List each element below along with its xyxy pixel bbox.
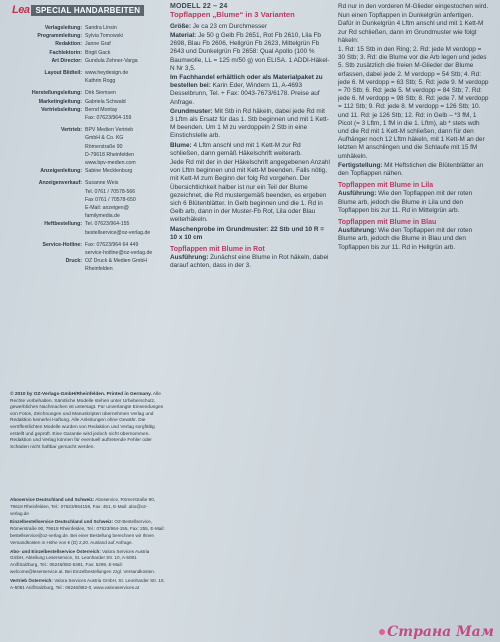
sub-body: OZ-Bestellservice, Römerstraße 90, 79618 Rheinfelden, Tel.: 07623/964-155, Fax: 255, E-Mail: bestellservice@oz-verlag.de. Bei einer Bestellung berechnen wir Ihnen Versandkosten in Höhe von € (D) 2,20. Ausland auf Anfrage. [10,519,165,545]
fachhandel-label: Im Fachhandel erhältlich oder als Materialpaket zu bestellen bei: [170,74,323,90]
blume-text: 4 Lftm anschl und mit 1 Kett-M zur Rd schließen, dann gemäß Häkelschrift weiterarb. [170,141,302,157]
imprint-row [10,98,160,106]
sub-head: Einzelbestellservice Deutschland und Schweiz: [10,519,114,525]
imprint-value: Sandra Linsin [85,25,117,31]
section-title-lila: Topflappen mit Blume in Lila [338,182,434,190]
copyright-notice [10,392,165,451]
instructions-column-1 [170,3,330,272]
ausfuehrung-label: Ausführung: [338,190,377,198]
site-watermark [379,624,494,640]
imprint-label: Vertriebsleitung: [41,106,82,113]
imprint-row [10,89,160,97]
copyright-head: © 2010 by OZ-Verlags-GmbH/Rheinfelden. Printed in Germany. [10,392,152,397]
material-label: Material: [170,32,197,39]
imprint-row [10,69,160,85]
fertigstellung-label: Fertigstellung: [338,161,383,169]
imprint-row [10,241,160,257]
dunkelgruen-intro: Nun einen Topflappen in Dunkelgrün anfertigen. Dafür in Dunkelgrün 4 Lftm anschl und mit 1 Kett-M zur Rd schließen, dann im Grundmuster wie folgt häkeln: [338,12,484,44]
model-number: MODELL 22 – 24 [170,3,228,10]
material-text: Je 50 g Gelb Fb 2651, Rot Fb 2610, Lila Fb 2698, Blau Fb 2606, Hellgrün Fb 2623, Mittelgrün Fb 2643 und Dunkelgrün Fb 2658: Qual Apollo (100 % Baumwolle, LL = 125 m/50 g) von ELISA. 1 ADDI-Häkel-N Nr 3,5. [170,32,330,72]
fachhandel-text: Karin Eder, Windern 11, A-4693 Desselbrunn, Tel. + Fax: 0043-7673/6178. Preise auf Anfrage. [170,82,320,106]
imprint-label: Druck: [65,258,82,265]
imprint-row [10,24,160,32]
imprint-row [10,179,160,220]
sub-head: Aboservice Deutschland und Schweiz: [10,497,95,502]
imprint-label: Verlagsleitung: [44,25,82,31]
sub-head: Abo- und Einzelbestellservice Österreich: [10,548,101,554]
imprint-value: OZ Druck & Medien GmbH Rheinfelden [85,258,147,273]
grundmuster-text: Mit Stb in Rd häkeln, dabei jede Rd mit 3 Lftm als Ersatz für das 1. Stb beginnen und mit 1 Kett-M beenden. Um 1 M zu verdoppeln 2 Stb in eine Einstichstelle arb. [170,107,329,140]
imprint-row [10,126,160,167]
fertigstellung-text: Mit Heftstichen die Blütenblätter an den Topflappen nähen. [338,161,484,178]
special-badge: SPECIAL HANDARBEITEN [31,5,144,16]
grundmuster-label: Grundmuster: [170,107,213,115]
imprint-value: Janne Graf [85,41,111,48]
imprint-label: Heftbestellung: [44,221,82,228]
imprint-label: Art Director: [51,57,82,64]
imprint-row [10,32,160,40]
continued-text: Rd nur in den vorderen M-Glieder eingestochen wird. [338,3,489,10]
imprint-label: Anzeigenverkauf: [38,180,82,187]
imprint-label: Redaktion: [55,41,82,48]
watermark-dot-icon [379,629,385,635]
imprint-value: Gabriela Schwald [85,98,126,105]
blume-label: Blume: [170,141,192,149]
pattern-paragraph: Jede Rd mit der in der Häkelschrift angegebenen Anzahl von Lftm beginnen und mit Kett-M beenden. Falls nötig, mit Kett-M zum Beginn der folg Rd vorgehen. Der Übersichtlichkeit halber ist nur ein Teil der Blume gezeichnet, die Rd mustergemäß beenden, es ergeben sich 6 Blütenblätter. In Gelb beginnen und die 1. Rd in Gelb arb, dann in der Muster-Fb Rot, Lila oder Blau weiterhäkeln. [170,159,330,224]
imprint-value: Sylvia Tomowski [85,33,123,40]
imprint-label: Programmleitung: [37,33,82,40]
round-instructions: 1. Rd: 15 Stb in den Ring; 2. Rd: jede M verdopp = 30 Stb; 3. Rd: die Blume vor die Arb legen und jedes 5. Stb zusätzlich die freien M-Glieder der Blume erfassen, dabei jede 2. M verdopp = 54 Stb; 4. Rd: jede 6. M verdopp = 63 Stb; 5. Rd: jede 9. M verdopp = 70 Stb; 6. Rd: jede 5. M verdopp = 84 Stb; 7. Rd: jede 6. M verdopp = 98 Stb; 8. Rd: jede 7. M verdopp = 112 Stb; 9. Rd: jede 8. M verdopp = 126 Stb; 10. und 11. Rd: je 126 Stb; 12. Rd: in Gelb – *3 fM, 1 Picot (= 3 Lftm, 1 fM in die 1. Lftm), ab * stets wdh und die Rd mit 1 Kett-M schließen, dann für den Aufhänger noch 12 Lftm häkeln, mit 1 Kett-M an der letzten M anschlingen und die Schlaufe mit 15 fM umhäkeln. [338,46,489,160]
imprint-value: Bernd Montay Fax: 07623/964-159 [85,106,132,122]
size-text: Je ca 23 cm Durchmesser [192,22,267,30]
sub-body: Aboservice, Römerstraße 90, 79618 Rheinfelden, Tel.: 07623/964156, Fax: 451, E-Mail: abo@oz-verlag.de [10,497,156,516]
imprint-value: Gundula Zehner-Varga [85,57,138,64]
imprint-label: Fachlektorin: [49,49,82,56]
imprint-label: Herstellungsleitung: [31,90,82,97]
imprint [10,24,160,274]
imprint-row [10,106,160,122]
imprint-label: Layout Bildteil: [44,70,82,77]
sub-head: Vertrieb Österreich: [10,577,53,583]
ausfuehrung-label: Ausführung: [170,254,209,262]
maschenprobe-text: 22 Stb und 10 R = 10 x 10 cm [170,225,324,241]
imprint-row [10,40,160,48]
ausfuehrung-lila-text: Wie den Topflappen mit der roten Blume arb, jedoch die Blume in Lila und den Topflappen bis zur 11. Rd in Mittelgrün arb. [338,190,473,214]
ausfuehrung-blau-text: Wie den Topflappen mit der roten Blume arb, jedoch die Blume in Blau und den Topflappen bis zur 11. Rd in Hellgrün arb. [338,227,473,251]
imprint-row [10,220,160,236]
imprint-value: Susanne Weis Tel. 0761 / 70578-566 Fax 0761 / 70578-650 E-Mail: anzeigen@ familymedia.de [85,180,136,220]
sub-body: Valora Services Austria GmbH, St. Leonharder Str. 10, A-5081 Anif/Salzburg, Tel.: 06246/882-0, www.valoraservices.at [10,577,165,590]
imprint-row [10,167,160,175]
imprint-label: Vertrieb: [60,127,82,134]
section-title-rot: Topflappen mit Blume in Rot [170,246,265,254]
maschenprobe-label: Maschenprobe im Grundmuster: [170,225,269,233]
imprint-value: Fax: 07623/964 64 449 service-hotline@oz-verlag.de [85,241,153,257]
section-title-blau: Topflappen mit Blume in Blau [338,219,437,227]
imprint-value: BPV Medien Vertrieb GmbH & Co. KG Römerstraße 90 D-79618 Rheinfelden www.bpv-medien.com [85,127,136,167]
imprint-label: Service-Hotline: [42,241,82,248]
imprint-label: Marketingleitung: [38,98,82,105]
lea-logo: Lea [12,4,30,16]
imprint-value: Birgit Gack [85,49,111,56]
copyright-body: Alle Rechte vorbehalten. Sämtliche Modelle stehen unter Urheberschutz, gewerbliches Nachmachen ist untersagt. Für unverlangte Einsendungen von Fotos, Zeichnungen und Manuskripten übernehmen Verlag und Redaktion keinerlei Haftung. Alle Anleitungen ohne Gewähr. Die veröffentlichten Modelle wurden von Redaktion und Verlag sorgfältig erstellt und geprüft. Eine Garantie wird jedoch nicht übernommen. Redaktion und Verlag können für eventuell auftretende Fehler oder Schäden nicht haftbar gemacht werden. [10,392,164,450]
watermark-text: Страна Мам [387,624,494,640]
ausfuehrung-rot-text: Zunächst eine Blume in Rot häkeln, dabei darauf achten, dass in der 3. [170,254,329,270]
article-title: Topflappen „Blume“ in 3 Varianten [170,10,295,20]
imprint-row [10,257,160,273]
subscription-services [10,497,165,593]
imprint-row [10,57,160,65]
imprint-value: Tel. 07623/964-155 bestellservice@oz-verlag.de [85,221,151,236]
instructions-column-2 [338,3,490,253]
size-label: Größe: [170,22,191,30]
sub-body: Valora Services Austria GmbH, Abteilung Leserservice, St. Leonharder Str. 10, A-5081 Anif/Salzburg, Tel.: 06246/882-5381, Fax: 5299, E-Mail: welcome@leserservice.at. Bei Einzelbestellungen zzgl. Versandkosten. [10,548,156,574]
ausfuehrung-label: Ausführung: [338,227,377,235]
imprint-value: www.heydesign.de Kathrin Rogg [85,70,129,85]
imprint-value: Dirk Siemsen [85,90,116,97]
imprint-row [10,49,160,57]
imprint-label: Anzeigenleitung: [40,168,82,175]
imprint-value: Sabine Mecklenburg [85,168,133,175]
